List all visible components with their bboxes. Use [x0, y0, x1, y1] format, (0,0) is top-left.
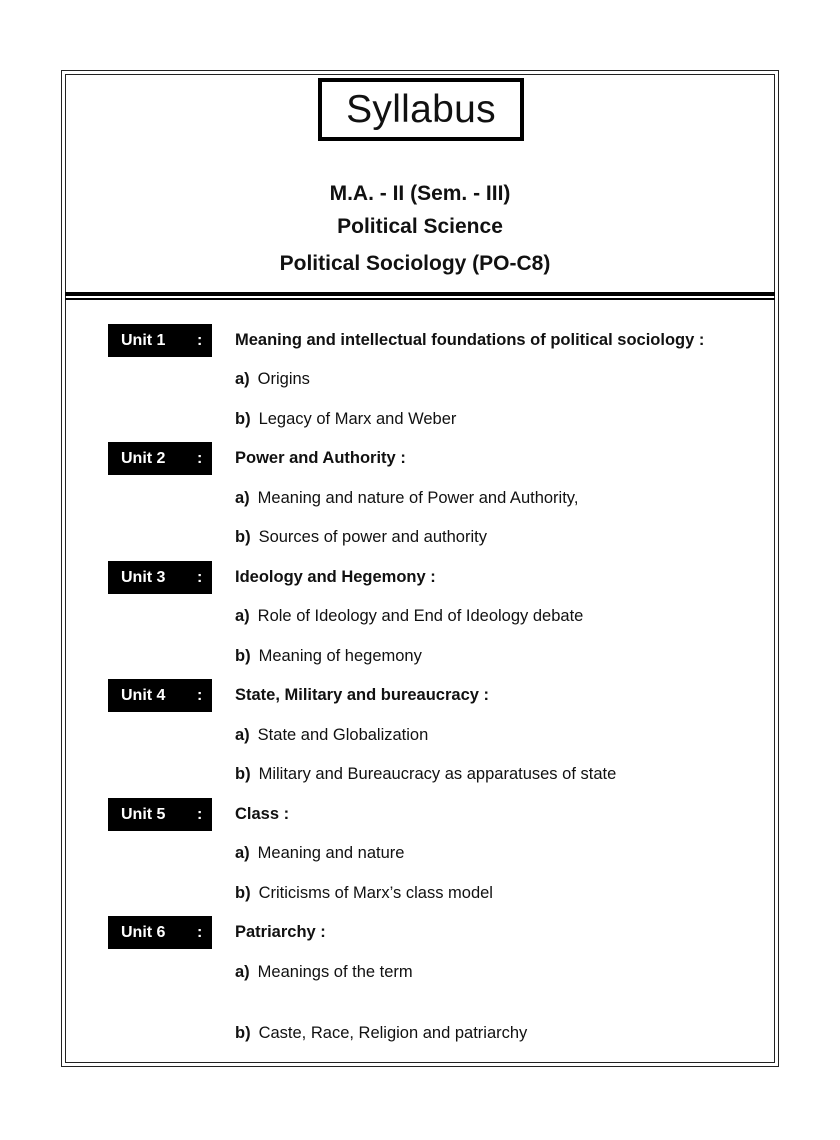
unit-badge-6: [108, 916, 212, 949]
list-item: [235, 410, 456, 429]
list-item: [235, 726, 428, 745]
unit-title-5: Class :: [235, 805, 290, 823]
item-text: Sources of power and authority: [258, 528, 487, 546]
unit-title-2: Power and Authority :: [235, 449, 406, 467]
item-marker: a): [235, 489, 250, 507]
item-text: Origins: [257, 370, 310, 388]
unit-colon: :: [197, 805, 203, 823]
item-text: Caste, Race, Religion and patriarchy: [258, 1024, 528, 1042]
unit-badge-5: [108, 798, 212, 831]
item-marker: b): [235, 1024, 251, 1042]
item-text: State and Globalization: [257, 726, 429, 744]
item-text: Legacy of Marx and Weber: [258, 410, 457, 428]
list-item: [235, 370, 310, 389]
list-item: [235, 1024, 527, 1043]
item-marker: a): [235, 963, 250, 981]
unit-badge-3: [108, 561, 212, 594]
unit-label: Unit 5: [121, 805, 166, 823]
item-text: Role of Ideology and End of Ideology debate: [257, 607, 584, 625]
item-marker: b): [235, 647, 251, 665]
unit-label: Unit 3: [121, 568, 166, 586]
item-text: Meaning and nature: [257, 844, 405, 862]
item-text: Meanings of the term: [257, 963, 413, 981]
course-heading: Political Sociology (PO-C8): [279, 252, 551, 275]
syllabus-title-box: [318, 78, 524, 141]
unit-label: Unit 4: [121, 686, 166, 704]
list-item: [235, 765, 616, 784]
list-item: [235, 528, 487, 547]
header-divider-thin: [65, 298, 775, 300]
item-marker: b): [235, 765, 251, 783]
item-marker: b): [235, 884, 251, 902]
unit-label: Unit 1: [121, 331, 166, 349]
list-item: [235, 607, 583, 626]
item-marker: b): [235, 410, 251, 428]
program-heading: M.A. - II (Sem. - III): [329, 182, 511, 205]
list-item: [235, 489, 578, 508]
unit-title-6: Patriarchy :: [235, 923, 326, 941]
unit-label: Unit 6: [121, 923, 166, 941]
unit-title-4: State, Military and bureaucracy :: [235, 686, 490, 704]
item-marker: a): [235, 726, 250, 744]
list-item: [235, 884, 493, 903]
unit-label: Unit 2: [121, 449, 166, 467]
unit-colon: :: [197, 449, 203, 467]
list-item: [235, 844, 404, 863]
item-text: Meaning and nature of Power and Authority,: [257, 489, 579, 507]
unit-colon: :: [197, 568, 203, 586]
unit-colon: :: [197, 923, 203, 941]
item-text: Criticisms of Marx’s class model: [258, 884, 493, 902]
unit-title-3: Ideology and Hegemony :: [235, 568, 436, 586]
header-divider-thick: [65, 292, 775, 296]
unit-colon: :: [197, 686, 203, 704]
item-text: Military and Bureaucracy as apparatuses of state: [258, 765, 617, 783]
unit-badge-1: [108, 324, 212, 357]
unit-badge-4: [108, 679, 212, 712]
list-item: [235, 647, 422, 666]
item-marker: b): [235, 528, 251, 546]
unit-colon: :: [197, 331, 203, 349]
item-marker: a): [235, 607, 250, 625]
item-marker: a): [235, 844, 250, 862]
list-item: [235, 963, 413, 982]
item-marker: a): [235, 370, 250, 388]
unit-title-1: Meaning and intellectual foundations of political sociology :: [235, 331, 705, 349]
syllabus-title: Syllabus: [346, 87, 496, 131]
unit-badge-2: [108, 442, 212, 475]
item-text: Meaning of hegemony: [258, 647, 422, 665]
subject-heading: Political Science: [337, 215, 503, 238]
